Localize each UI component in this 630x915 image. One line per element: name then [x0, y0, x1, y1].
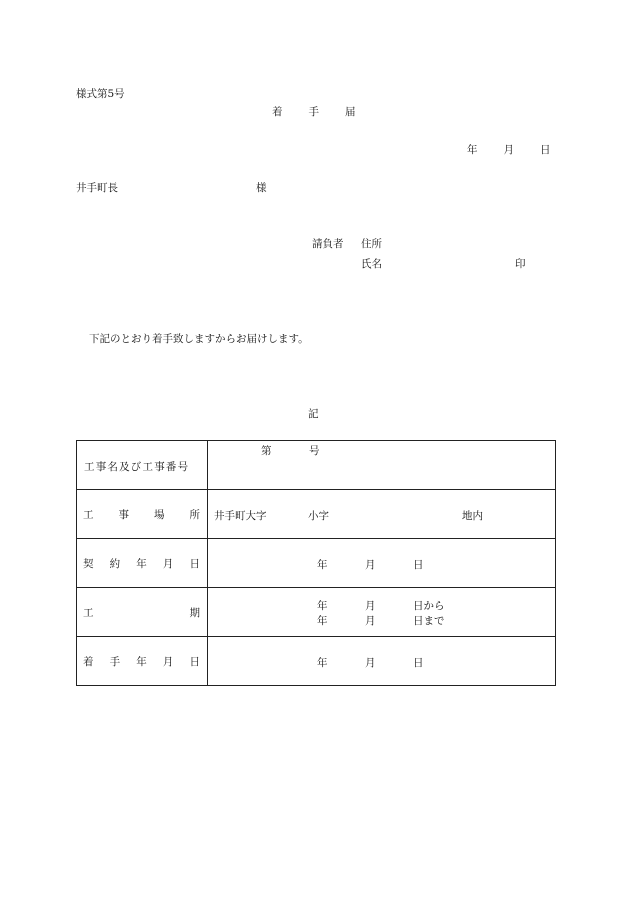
row-label-period [77, 588, 208, 637]
details-table [76, 440, 556, 686]
label-char: 工 [83, 508, 94, 521]
year-label: 年 [467, 144, 478, 156]
label-char: 場 [154, 508, 165, 521]
title-char: 届 [345, 106, 356, 118]
year-label: 年 [317, 615, 328, 627]
month-label: 月 [365, 615, 376, 627]
label-char: 日 [189, 557, 200, 570]
period-label [77, 605, 207, 620]
row-value-project [208, 441, 556, 490]
year-label: 年 [317, 600, 328, 612]
name-label: 氏名 [361, 258, 382, 270]
honorific: 様 [256, 182, 267, 194]
table-row [77, 490, 556, 539]
contract-date-label [77, 556, 207, 571]
table-row [77, 637, 556, 686]
from-label: 日から [413, 600, 445, 612]
body-text: 下記のとおり着手致しますからお届けします。 [89, 333, 309, 345]
date-line [467, 142, 551, 157]
label-char: 工 [83, 606, 94, 619]
place-chinai: 地内 [462, 510, 483, 522]
dai-label: 第 [261, 445, 272, 457]
title-char: 手 [308, 106, 319, 118]
project-name-label: 工事名及び工事番号 [84, 461, 190, 473]
row-label-contract-date [77, 539, 208, 588]
label-char: 着 [83, 655, 94, 668]
row-value-start-date [208, 637, 556, 686]
seal-mark: 印 [515, 258, 526, 270]
addressee: 井手町長 [76, 182, 118, 194]
place-oaza: 井手町大字 [214, 510, 267, 522]
table-row [77, 441, 556, 490]
label-char: 年 [136, 655, 147, 668]
day-label: 日 [413, 559, 424, 571]
year-label: 年 [317, 657, 328, 669]
label-char: 事 [118, 508, 129, 521]
day-label: 日 [413, 657, 424, 669]
label-char: 期 [189, 606, 200, 619]
label-char: 月 [162, 655, 174, 668]
table-row [77, 588, 556, 637]
row-value-contract-date [208, 539, 556, 588]
row-value-period [208, 588, 556, 637]
label-char: 所 [189, 508, 200, 521]
day-label: 日 [540, 144, 551, 156]
form-number: 様式第5号 [76, 88, 125, 100]
month-label: 月 [365, 559, 376, 571]
table-row [77, 539, 556, 588]
until-label: 日まで [413, 615, 445, 627]
month-label: 月 [365, 657, 376, 669]
site-label [77, 507, 207, 522]
row-label-start-date [77, 637, 208, 686]
month-label: 月 [503, 144, 514, 156]
label-char: 日 [189, 655, 200, 668]
place-koaza: 小字 [308, 510, 329, 522]
title-char: 着 [272, 106, 283, 118]
year-label: 年 [317, 559, 328, 571]
ki-label: 記 [308, 408, 319, 420]
label-char: 約 [109, 557, 121, 570]
start-date-label [77, 654, 207, 669]
month-label: 月 [365, 600, 376, 612]
label-char: 月 [162, 557, 174, 570]
contractor-label: 請負者 [312, 238, 344, 250]
row-label-site [77, 490, 208, 539]
label-char: 契 [83, 557, 94, 570]
row-label-project [77, 441, 208, 490]
document-title [272, 104, 356, 119]
go-label: 号 [309, 445, 320, 457]
label-char: 手 [109, 655, 121, 668]
label-char: 年 [136, 557, 147, 570]
address-label: 住所 [361, 238, 382, 250]
row-value-site [208, 490, 556, 539]
